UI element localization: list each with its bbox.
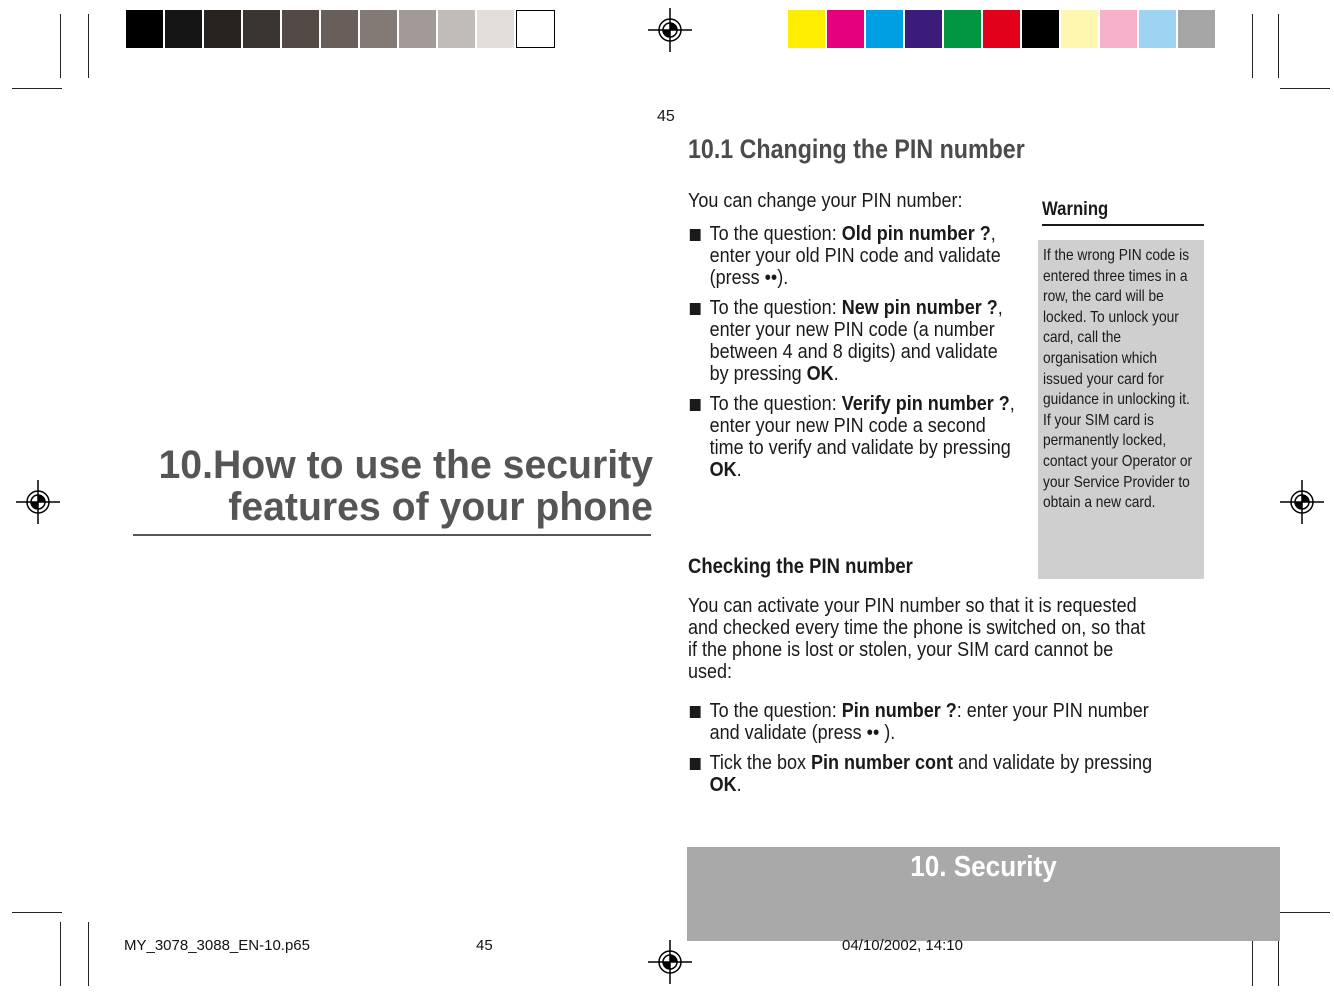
crop-mark (1252, 14, 1253, 78)
registration-mark-icon (1280, 480, 1324, 524)
list-item (688, 297, 1021, 385)
crop-mark (12, 88, 62, 89)
color-swatch (1178, 10, 1217, 48)
bullet-text: , enter your old PIN code and validate (press ••). (709, 223, 1001, 289)
color-swatch (1061, 10, 1100, 48)
footer-chapter-label: 10. Security (910, 851, 1057, 883)
color-swatch (827, 10, 866, 48)
registration-mark-icon (648, 8, 692, 52)
chapter-title-line: 10.How to use the security (158, 443, 654, 487)
chapter-divider (133, 534, 651, 536)
bullet-bold: OK (709, 459, 737, 481)
color-swatch (165, 10, 204, 48)
color-swatch (360, 10, 399, 48)
bullet-square-icon (690, 706, 701, 718)
bullet-text: To the question: (709, 223, 842, 245)
crop-mark (12, 912, 62, 913)
color-swatch (204, 10, 243, 48)
warning-text: If the wrong PIN code is entered three times in a row, the card will be locked. To unlock your card, call the organisation which issued your card for guidance in unlocking it. If your SIM card is permanently locked, contact your Operator or your Service Provider to obtain a new card. (1043, 247, 1193, 512)
bullet-bold: Verify pin number ? (841, 393, 1010, 415)
color-swatch (438, 10, 477, 48)
crop-mark (60, 922, 61, 986)
list-item (688, 393, 1021, 481)
pin-change-steps (688, 223, 1021, 489)
bullet-square-icon (690, 399, 701, 411)
warning-heading (1042, 199, 1204, 226)
color-swatch (477, 10, 516, 48)
bullet-bold: New pin number ? (841, 297, 998, 319)
intro-text: You can change your PIN number: (688, 190, 963, 212)
checking-paragraph: You can activate your PIN number so that it is requested and checked every time the phone is switched on, so that if the phone is lost or stolen, your SIM card cannot be used: (688, 595, 1146, 683)
chapter-title-line: features of your phone (228, 485, 653, 529)
bullet-text: . (736, 774, 742, 796)
section-title: 10.1 Changing the PIN number (688, 134, 1025, 164)
bullet-bold: Old pin number ? (841, 223, 991, 245)
list-item (688, 752, 1156, 796)
color-swatch (321, 10, 360, 48)
color-swatch (516, 10, 555, 48)
bullet-text: , enter your new PIN code a second time to verify and validate by pressing (709, 393, 1015, 459)
bullet-bold: OK (709, 774, 737, 796)
slug-filename: MY_3078_3088_EN-10.p65 (124, 937, 310, 954)
color-swatch (243, 10, 282, 48)
color-swatch (1022, 10, 1061, 48)
registration-mark-icon (16, 480, 60, 524)
bullet-bold: Pin number cont (810, 752, 953, 774)
crop-mark (60, 14, 61, 78)
warning-box (1038, 240, 1204, 579)
bullet-text: To the question: (709, 297, 842, 319)
crop-mark (1278, 14, 1279, 78)
warning-heading-text: Warning (1042, 199, 1109, 220)
crop-mark (88, 14, 89, 78)
color-swatch (905, 10, 944, 48)
bullet-text: To the question: (709, 393, 842, 415)
crop-mark (1280, 88, 1330, 89)
color-swatch (1139, 10, 1178, 48)
bullet-bold: OK (806, 363, 834, 385)
color-swatch (399, 10, 438, 48)
bullet-text: . (736, 459, 742, 481)
bullet-text: To the question: (709, 700, 842, 722)
color-swatch (1100, 10, 1139, 48)
chapter-title (143, 444, 653, 528)
color-swatch (944, 10, 983, 48)
bullet-square-icon (690, 758, 701, 770)
bullet-text: Tick the box (709, 752, 811, 774)
color-swatch (282, 10, 321, 48)
bullet-square-icon (690, 229, 701, 241)
process-color-bar (788, 10, 1217, 48)
bullet-text: : enter your PIN number and validate (press •• ). (709, 700, 1149, 744)
list-item (688, 223, 1021, 289)
bullet-bold: Pin number ? (841, 700, 957, 722)
subsection-heading: Checking the PIN number (688, 555, 913, 578)
bullet-text: , enter your new PIN code (a number between 4 and 8 digits) and validate by pressing (709, 297, 1003, 385)
color-swatch (983, 10, 1022, 48)
color-swatch (126, 10, 165, 48)
color-swatch (866, 10, 905, 48)
page-number: 45 (657, 108, 675, 125)
slug-datetime: 04/10/2002, 14:10 (842, 937, 963, 954)
pin-check-steps (688, 700, 1156, 804)
bullet-square-icon (690, 303, 701, 315)
color-swatch (788, 10, 827, 48)
grayscale-color-bar (126, 10, 555, 48)
slug-page: 45 (476, 937, 493, 954)
crop-mark (1280, 912, 1330, 913)
list-item (688, 700, 1156, 744)
registration-mark-icon (648, 940, 692, 984)
bullet-text: and validate by pressing (952, 752, 1153, 774)
crop-mark (88, 922, 89, 986)
bullet-text: . (833, 363, 839, 385)
